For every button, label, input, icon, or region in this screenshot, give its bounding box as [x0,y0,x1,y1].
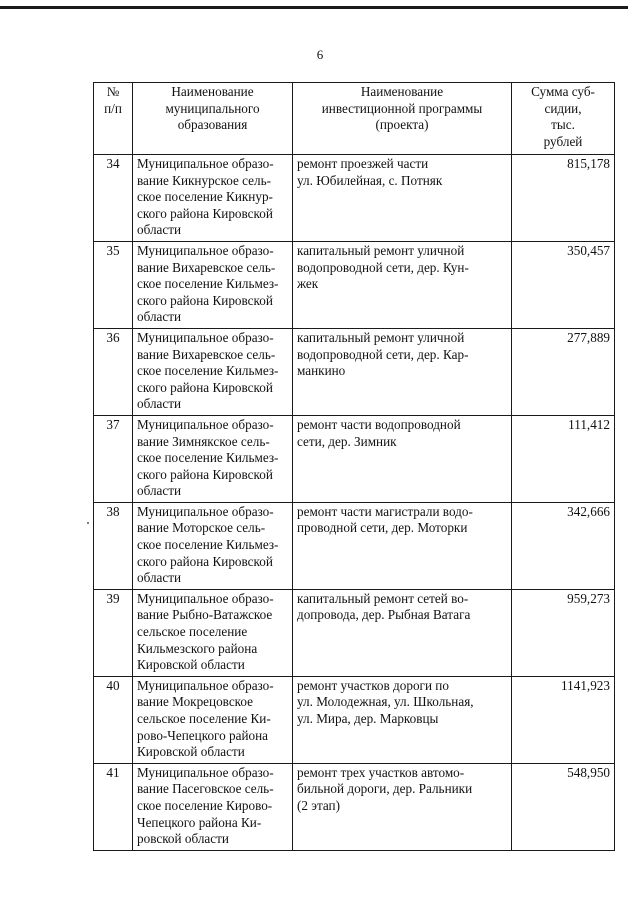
row-amount: 111,412 [512,415,615,502]
row-program: ремонт проезжей части ул. Юбилейная, с. Потняк [293,155,512,242]
row-number: 36 [94,328,133,415]
row-number: 40 [94,676,133,763]
row-number: 35 [94,241,133,328]
table-row [94,676,615,763]
row-number: 39 [94,589,133,676]
subsidy-table [93,82,615,851]
header-municipality: Наименование муниципального образования [133,83,293,155]
row-amount: 959,273 [512,589,615,676]
row-municipality: Муниципальное образо- вание Моторское сель- ское поселение Кильмез- ского района Кировской области [133,502,293,589]
row-program: капитальный ремонт сетей во- допровода, дер. Рыбная Ватага [293,589,512,676]
row-number: 41 [94,763,133,850]
row-amount: 277,889 [512,328,615,415]
row-municipality: Муниципальное образо- вание Вихаревское сель- ское поселение Кильмез- ского района Кировской области [133,328,293,415]
row-number: 37 [94,415,133,502]
header-program: Наименование инвестиционной программы (проекта) [293,83,512,155]
row-program: ремонт части магистрали водо- проводной сети, дер. Моторки [293,502,512,589]
row-amount: 1141,923 [512,676,615,763]
row-amount: 548,950 [512,763,615,850]
table-row [94,241,615,328]
row-municipality: Муниципальное образо- вание Кикнурское сель- ское поселение Кикнур- ского района Кировской области [133,155,293,242]
row-municipality: Муниципальное образо- вание Зимнякское сель- ское поселение Кильмез- ского района Кировской области [133,415,293,502]
table-header-row [94,83,615,155]
row-municipality: Муниципальное образо- вание Пасеговское сель- ское поселение Кирово- Чепецкого района Ки- ровской области [133,763,293,850]
row-municipality: Муниципальное образо- вание Рыбно-Ватажское сельское поселение Кильмезского района Кировской области [133,589,293,676]
header-number: № п/п [94,83,133,155]
header-amount: Сумма суб- сидии, тыс. рублей [512,83,615,155]
row-program: ремонт участков дороги по ул. Молодежная, ул. Школьная, ул. Мира, дер. Марковцы [293,676,512,763]
table-row [94,328,615,415]
row-amount: 815,178 [512,155,615,242]
row-program: капитальный ремонт уличной водопроводной сети, дер. Кун- жек [293,241,512,328]
row-municipality: Муниципальное образо- вание Мокрецовское сельское поселение Ки- рово-Чепецкого района Кировской области [133,676,293,763]
page-number: 6 [316,47,324,62]
row-municipality: Муниципальное образо- вание Вихаревское сель- ское поселение Кильмез- ского района Кировской области [133,241,293,328]
table-row [94,763,615,850]
table-row [94,155,615,242]
row-program: ремонт трех участков автомо- бильной дороги, дер. Ральники (2 этап) [293,763,512,850]
table-row [94,415,615,502]
top-border-rule [0,6,628,9]
row-amount: 342,666 [512,502,615,589]
row-number: 34 [94,155,133,242]
row-program: капитальный ремонт уличной водопроводной сети, дер. Кар- манкино [293,328,512,415]
scan-speck [87,522,89,524]
table-row [94,589,615,676]
row-number: 38 [94,502,133,589]
table-row [94,502,615,589]
row-amount: 350,457 [512,241,615,328]
row-program: ремонт части водопроводной сети, дер. Зимник [293,415,512,502]
